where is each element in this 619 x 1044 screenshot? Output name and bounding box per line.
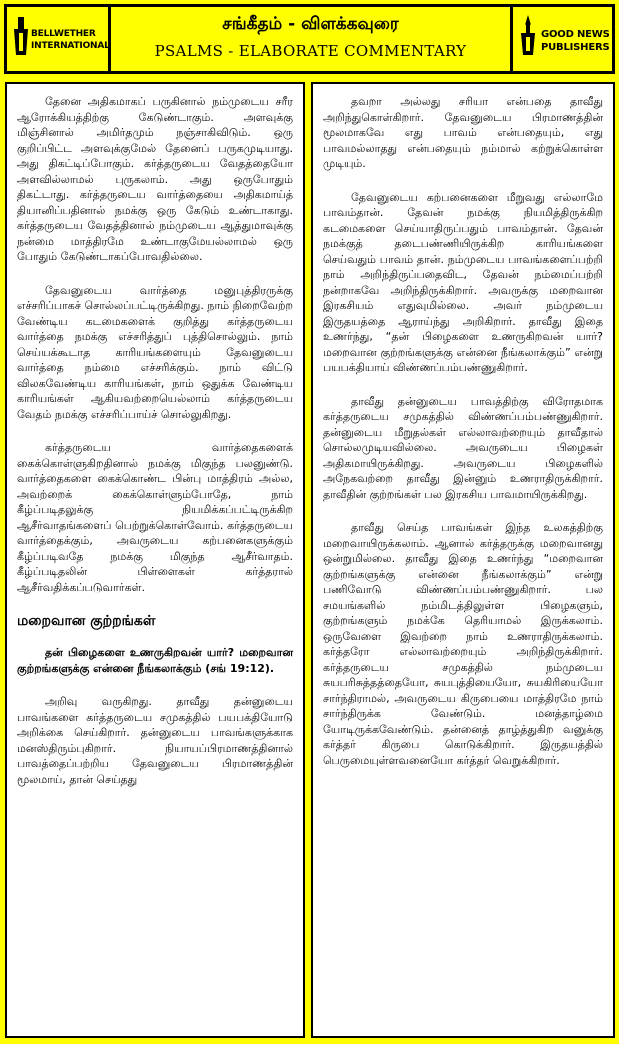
right-column [311, 82, 615, 1038]
paragraph: தாவீது தன்னுடைய பாவத்திற்கு விரோதமாக கர்த்தருடைய சமுகத்தில் விண்ணப்பம்பண்ணுகிறார். தன்னுடைய மீறுதல்கள் எல்லாவற்றையும் தாவீதால் சொல்லமுடியவில்லை. அவருடைய பிழைகள் அதிகமாயிருக்கிறது. அவருடைய பிழைகளில் அநேகவற்றை தாவீது இன்னும் உணராதிருக்கிறார். தாவீதின் குற்றங்கள் பல இரகசிய பாவமாயிருக்கிறது. [323, 394, 603, 501]
bellwether-logo [7, 7, 111, 71]
left-column [5, 82, 305, 1038]
paragraph: தேவனுடைய வார்த்தை மனுபுத்திரருக்கு எச்சரிப்பாகச் சொல்லப்பட்டிருக்கிறது. நாம் நிறைவேற்ற வேண்டிய கடமைகளைக் குறித்து கர்த்தருடைய வார்த்தை நமக்கு எச்சரித்துப் புத்திசொல்லும். நாம் செய்யக்கூடாத காரியங்களையும் தேவனுடைய வார்த்தை நம்மை எச்சரிக்கும். நாம் விட்டு விலகவேண்டிய காரியங்கள், நாம் ஒதுக்க வேண்டிய காரியங்கள் ஆகியவற்றையெல்லாம் கர்த்தருடைய வேதம் நமக்கு எச்சரிப்பாய்ச் சொல்லுகிறது. [17, 283, 293, 421]
paragraph: தாவீது செய்த பாவங்கள் இந்த உலகத்திற்கு மறைவாயிருக்கலாம். ஆனால் கர்த்தருக்கு மறைவானது ஒன்றுமில்லை. தாவீது இதை உணர்ந்து “மறைவான குற்றங்களுக்கு என்னை நீங்கலாக்கும்” என்று பணிவோடு விண்ணப்பம்பண்ணுகிறார். பல சமயங்களில் நம்மிடத்திலுள்ள பிழைகளும், குற்றங்களும் நமக்கே தெரியாமல் இருக்கலாம். ஒருவேளை இவற்றை நாம் உணராதிருக்கலாம். கர்த்தரோ எல்லாவற்றையும் அறிந்திருக்கிறார். கர்த்தருடைய சமுகத்தில் நம்முடைய சுயபரிசுத்தத்தையோ, சுயபுத்தியையோ, சுயகிரியையோ சார்ந்திராமல், அவருடைய கிருபையை மாத்திரமே நாம் சார்ந்திருக்க வேண்டும். மனத்தாழ்மை யோடிருக்கவேண்டும். தன்னைத் தாழ்த்துகிற வனுக்கு கர்த்தர் கிருபை கொடுக்கிறார். இருதயத்தில் பெருமையுள்ளவனையோ கர்த்தர் வெறுக்கிறார். [323, 521, 603, 767]
bellwether-name: BELLWETHER [31, 29, 96, 39]
bellwether-icon [13, 17, 29, 57]
title-area [111, 7, 510, 71]
section-heading: மறைவான குற்றங்கள் [17, 613, 156, 629]
verse-quote: தன் பிழைகளை உணருகிறவன் யார்? மறைவான குற்றங்களுக்கு என்னை நீங்கலாக்கும் (சங் 19:12). [17, 646, 293, 675]
good-news-icon [519, 15, 537, 57]
paragraph: தேவனுடைய கற்பனைகளை மீறுவது எல்லாமே பாவம்தான். தேவன் நமக்கு நியமித்திருக்கிற கடமைகளை செய்யாதிருப்பதும் பாவம்தான். தேவன் நமக்குத் தடைபண்ணியிருக்கிற காரியங்களை செய்வதும் பாவம் தான். நம்முடைய பாவங்களைப்பற்றி நாம் அறிந்திருப்பதைவிட, தேவன் நம்மைப்பற்றி நன்றாகவே அறிந்திருக்கிறார். அவருக்கு மறைவான இரகசியம் எதுவுமில்லை. அவர் நம்முடைய இருதயத்தை ஆராய்ந்து அறிகிறார். தாவீது இதை உணர்ந்து, “தன் பிழைகளை உணருகிறவன் யார்? மறைவான குற்றங்களுக்கு என்னை நீங்கலாக்கும்” என்று பயபக்தியாய் விண்ணப்பம்பண்ணுகிறார். [323, 190, 603, 374]
good-news-subname: PUBLISHERS [541, 42, 610, 53]
page-header [4, 4, 615, 74]
good-news-name: GOOD NEWS [541, 29, 610, 40]
paragraph: தவறா அல்லது சரியா என்பதை தாவீது அறிந்துகொள்கிறார். தேவனுடைய பிரமாணத்தின் மூலமாகவே எது பாவம் என்பதையும், எது பாவமல்லாதது என்பதையும் நம்மால் கற்றுக்கொள்ள முடியும். [323, 95, 603, 170]
page-title-tamil: சங்கீதம் - விளக்கவுரை [222, 14, 399, 34]
paragraph: அறிவு வருகிறது. தாவீது தன்னுடைய பாவங்களை கர்த்தருடைய சமுகத்தில் பயபக்தியோடு அறிக்கை செய்கிறார். தன்னுடைய பாவங்களுக்காக மனஸ்திரும்புகிறார். நியாயப்பிரமாணத்தினால் பாவத்தைப்பற்றிய தேவனுடைய பிரமாணத்தின் மூலமாய், தான் செய்தது [17, 695, 293, 786]
bellwether-subname: INTERNATIONAL [31, 41, 110, 51]
paragraph: கர்த்தருடைய வார்த்தைகளைக் கைக்கொள்ளுகிறதினால் நமக்கு மிகுந்த பலனுண்டு. வார்த்தைகளை கைக்கொண்ட பின்பு மாத்திரம் அல்ல, அவற்றைக் கைக்கொள்ளும்போதே, நாம் கீழ்ப்படிதலுக்கு நியமிக்கப்பட்டிருக்கிற ஆசீர்வாதங்களைப் பெற்றுக்கொள்வோம். கர்த்தருடைய வார்த்தைக்கும், அவருடைய கற்பனைகளுக்கும் கீழ்ப்படிவதே நமக்கு மிகுந்த ஆசீர்வாதம். கீழ்ப்படிதலின் பிள்ளைகள் கர்த்தரால் ஆசீர்வதிக்கப்படுவார்கள். [17, 441, 293, 594]
good-news-logo [510, 7, 612, 71]
page-title-english: PSALMS - ELABORATE COMMENTARY [154, 42, 467, 60]
paragraph: தேனை அதிகமாகப் பருகினால் நம்முடைய சரீர ஆரோக்கியத்திற்கு கேடுண்டாகும். அளவுக்கு மிஞ்சினால் அமிர்தமும் நஞ்சாகிவிடும். ஒரு குறிப்பிட்ட அளவுக்குமேல் தேனைப் பருகமுடியாது. அது திகட்டிப்போகும். கர்த்தருடைய வேதத்தையோ அளவில்லாமல் புருகலாம். அது ஒருபோதும் திகட்டாது. கர்த்தருடைய வார்த்தையை அதிகமாய்த் தியானிப்பதினால் நமக்கு ஒரு கேடும் உண்டாகாது. கர்த்தருடைய வேதத்தினால் நம்முடைய ஆத்துமாவுக்கு நன்மை மாத்திரமே உண்டாகுமேயல்லாமல் ஒரு போதும் கேடுண்டாகப்போவதில்லை. [17, 95, 293, 263]
